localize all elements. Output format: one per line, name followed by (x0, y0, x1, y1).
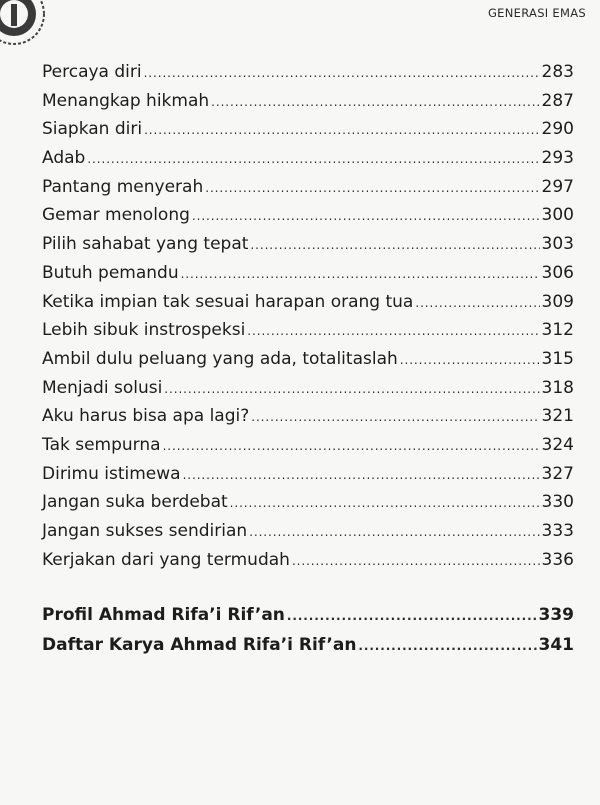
toc-entry-page: 283 (541, 62, 574, 82)
toc-entry (42, 58, 574, 87)
dot-leader (87, 144, 539, 174)
dot-leader (230, 488, 540, 518)
toc-entry (42, 345, 574, 374)
toc-entry-page: 330 (541, 492, 574, 513)
toc-entry-title: Aku harus bisa apa lagi? (42, 406, 250, 427)
toc-entry-page: 333 (541, 521, 574, 541)
toc-entry-page: 309 (541, 291, 574, 312)
toc-entry (42, 460, 574, 489)
dot-leader (144, 115, 539, 145)
toc-entry-title: Lebih sibuk instrospeksi (42, 320, 246, 341)
toc-entry (42, 431, 574, 460)
dot-leader (400, 345, 540, 375)
toc-entry-page: 327 (541, 463, 574, 484)
toc-entry-page: 339 (538, 605, 574, 625)
toc-entry-title: Pilih sahabat yang tepat (42, 234, 249, 255)
toc-entry (42, 402, 574, 431)
toc-entry-page: 312 (541, 320, 574, 341)
toc-entry-page: 318 (541, 377, 574, 398)
toc-entry-page: 303 (541, 234, 574, 255)
toc-entry-title: Gemar menolong (42, 205, 190, 226)
dot-leader (358, 630, 536, 661)
dot-leader (181, 259, 540, 289)
dot-leader (205, 173, 539, 203)
toc-entry-title: Pantang menyerah (42, 176, 204, 197)
dot-leader (287, 600, 537, 631)
running-head: GENERASI EMAS (487, 6, 586, 20)
toc-entry (42, 546, 574, 575)
toc-entry-title: Profil Ahmad Rifa’i Rif’an (42, 605, 285, 625)
toc-entry-title: Tak sempurna (42, 434, 161, 455)
toc-entry (42, 600, 574, 630)
toc-entry-title: Jangan suka berdebat (42, 492, 228, 513)
toc-entry-page: 336 (541, 549, 574, 570)
dot-leader (192, 201, 540, 231)
toc-entry-page: 290 (541, 119, 574, 140)
toc-entry-title: Ambil dulu peluang yang ada, totalitaslah (42, 348, 398, 369)
toc-entry-title: Butuh pemandu (42, 262, 179, 283)
dot-leader (415, 288, 539, 318)
toc-entry-page: 297 (541, 176, 574, 197)
toc-entry-title: Adab (42, 148, 86, 169)
toc-entry (42, 374, 574, 403)
toc-entry (42, 173, 574, 202)
toc-entry-page: 287 (541, 90, 574, 111)
toc-entry (42, 201, 574, 230)
dot-leader (247, 316, 539, 346)
toc-entry-page: 300 (541, 205, 574, 226)
toc-entry (42, 115, 574, 144)
toc-entry (42, 288, 574, 317)
toc-entry-title: Jangan sukses sendirian (42, 521, 248, 541)
toc-entry-title: Menangkap hikmah (42, 90, 210, 111)
dot-leader (164, 374, 539, 404)
toc-entry (42, 144, 574, 173)
toc-entry-page: 293 (541, 148, 574, 169)
toc-entry-title: Kerjakan dari yang termudah (42, 549, 290, 570)
toc-entry-title: Ketika impian tak sesuai harapan orang tua (42, 291, 414, 312)
toc-entry (42, 630, 574, 660)
toc-entry-title: Menjadi solusi (42, 377, 163, 398)
toc-entry (42, 316, 574, 345)
toc-entry-title: Dirimu istimewa (42, 463, 181, 484)
toc-entry-page: 324 (541, 434, 574, 455)
toc-entry-title: Daftar Karya Ahmad Rifa’i Rif’an (42, 635, 357, 655)
toc-entry (42, 488, 574, 517)
toc-list (42, 58, 574, 574)
dot-leader (163, 431, 540, 461)
toc-entry-title: Siapkan diri (42, 119, 143, 140)
dot-leader (249, 517, 539, 547)
toc-entry (42, 230, 574, 259)
toc-entry (42, 517, 574, 546)
dot-leader (250, 230, 539, 260)
toc-entry (42, 259, 574, 288)
toc-entry-page: 315 (541, 348, 574, 369)
corner-ornament-icon (0, 0, 46, 46)
toc-entry-page: 341 (538, 635, 574, 655)
dot-leader (144, 58, 540, 88)
toc-entry (42, 87, 574, 116)
dot-leader (292, 546, 540, 576)
toc-entry-title: Percaya diri (42, 62, 142, 82)
dot-leader (211, 87, 539, 117)
toc-back-matter (42, 600, 574, 660)
toc-entry-page: 306 (541, 262, 574, 283)
dot-leader (251, 402, 539, 432)
dot-leader (183, 460, 540, 490)
toc-entry-page: 321 (541, 406, 574, 427)
